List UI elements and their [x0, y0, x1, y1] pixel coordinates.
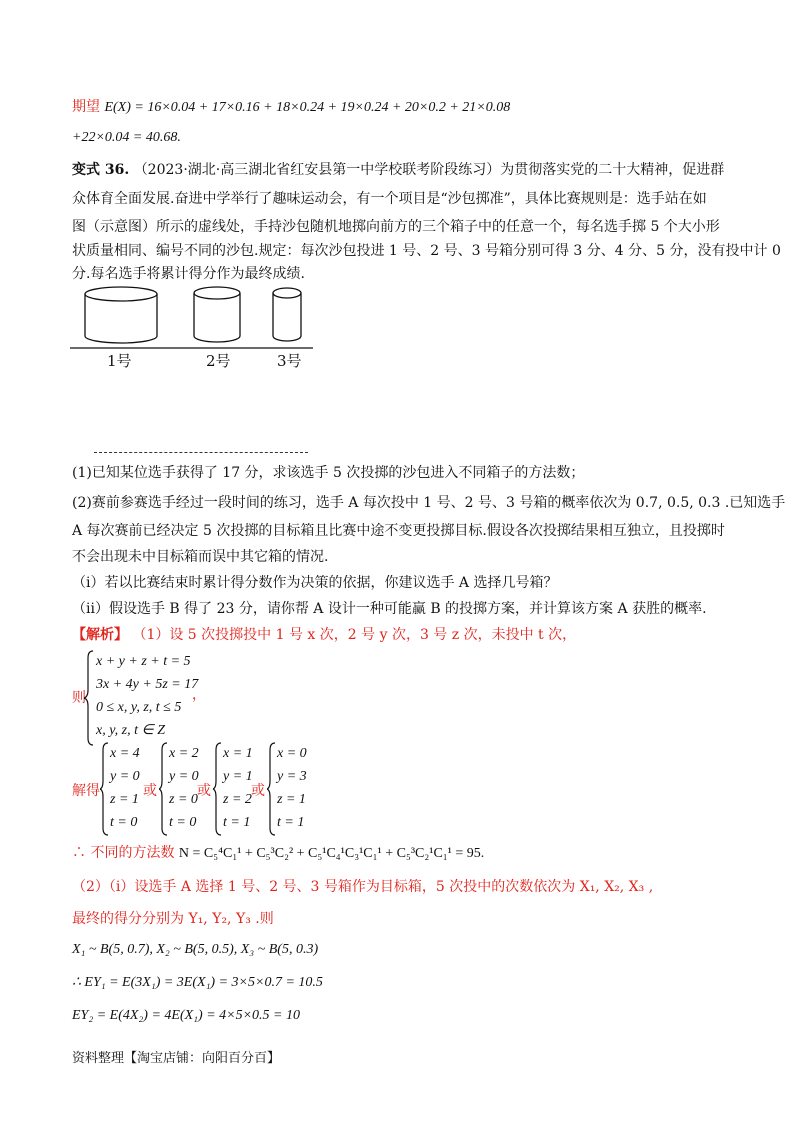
question-2-line-2: A 每次赛前已经决定 5 次投掷的目标箱且比赛中途不变更投掷目标.假设各次投掷结果相互独立，且投掷时 — [72, 523, 725, 539]
solution-row: y = 0 — [110, 769, 140, 784]
solution-row: y = 0 — [169, 769, 199, 784]
distribution-line: X₁ ~ B(5, 0.7), X₂ ~ B(5, 0.5), X₃ ~ B(5, 0.3) — [72, 942, 319, 957]
solution-set-4 — [277, 742, 307, 834]
solution-set-1 — [110, 742, 140, 834]
footer-source: 资料整理【淘宝店铺：向阳百分百】 — [72, 1051, 281, 1066]
solution-row: x = 4 — [110, 746, 140, 761]
problem-line-5: 分.每名选手将累计得分作为最终成绩. — [72, 266, 305, 282]
box-1-label: 1号 — [107, 352, 132, 370]
part2-line-2: 最终的得分分别为 Y₁, Y₂, Y₃ .则 — [72, 911, 274, 927]
solution-set-2 — [169, 742, 199, 834]
equation-row: 3x + 4y + 5z = 17 — [96, 677, 199, 692]
solution-row: x = 0 — [277, 746, 307, 761]
expectation-formula: E(X) = 16×0.04 + 17×0.16 + 18×0.24 + 19×0.24 + 20×0.2 + 21×0.08 — [104, 100, 511, 115]
problem-text-1: （2023·湖北·高三湖北省红安县第一中学校联考阶段练习）为贯彻落实党的二十大精神，促进群 — [133, 162, 725, 178]
solution-row: x = 1 — [223, 746, 253, 761]
or-label-2: 或 — [197, 783, 211, 799]
solution-row: z = 0 — [169, 792, 198, 807]
solution-row: t = 0 — [110, 815, 138, 830]
then-label: 则 — [72, 690, 86, 706]
count-line — [72, 843, 484, 864]
box-1-cylinder — [85, 287, 157, 343]
solution-row: z = 1 — [110, 792, 139, 807]
question-2-line-3: 不会出现未中目标箱而误中其它箱的情况. — [72, 549, 329, 565]
system-comma: ， — [192, 687, 206, 703]
solution-brace-2 — [159, 742, 168, 836]
box-2-cylinder — [194, 287, 240, 342]
solution-row: y = 1 — [223, 769, 253, 784]
problem-line-3: 图（示意图）所示的虚线处，手持沙包随机地掷向前方的三个箱子中的任意一个，每名选手掷 5 个大小形 — [72, 219, 720, 235]
question-2-i: （i）若以比赛结束时累计得分数作为决策的依据，你建议选手 A 选择几号箱？ — [72, 575, 558, 591]
question-1: (1)已知某位选手获得了 17 分，求该选手 5 次投掷的沙包进入不同箱子的方法数； — [72, 465, 585, 481]
problem-heading: 变式 36. — [72, 162, 130, 178]
equation-row: x, y, z, t ∈ Z — [96, 723, 165, 738]
problem-line-4: 状质量相同、编号不同的沙包.规定：每次沙包投进 1 号、2 号、3 号箱分别可得 3 分、4 分、5 分，没有投中计 0 — [72, 243, 781, 259]
part2-line-1: （2）（i）设选手 A 选择 1 号、2 号、3 号箱作为目标箱，5 次投中的次数依次为 X₁, X₂, X₃ , — [72, 879, 654, 895]
box-3-cylinder — [273, 288, 301, 341]
solution-row: y = 3 — [277, 769, 307, 784]
or-label-3: 或 — [251, 783, 265, 799]
solution-row: x = 2 — [169, 746, 199, 761]
count-prefix: ∴ 不同的方法数 — [72, 845, 175, 861]
solution-brace-1 — [100, 742, 109, 836]
solution-intro-text: （1）设 5 次投掷投中 1 号 x 次，2 号 y 次，3 号 z 次，未投中 t 次， — [132, 627, 577, 643]
or-label-1: 或 — [143, 783, 157, 799]
question-2-line-1: (2)赛前参赛选手经过一段时间的练习，选手 A 每次投中 1 号、2 号、3 号箱的概率依次为 0.7, 0.5, 0.3 .已知选手 — [72, 495, 786, 511]
expectation-line-1 — [72, 97, 510, 118]
solution-tag: 【解析】 — [72, 627, 128, 643]
equation-row: 0 ≤ x, y, z, t ≤ 5 — [96, 700, 182, 715]
solution-row: z = 1 — [277, 792, 306, 807]
dashed-separator — [94, 452, 308, 453]
box-3-label: 3号 — [277, 352, 302, 370]
expectation-label: 期望 — [72, 99, 100, 115]
solution-brace-4 — [267, 742, 276, 836]
solution-set-3 — [223, 742, 253, 834]
solution-row: t = 1 — [223, 815, 251, 830]
box-2-label: 2号 — [206, 352, 231, 370]
solution-brace-3 — [213, 742, 222, 836]
equation-row: x + y + z + t = 5 — [96, 654, 191, 669]
solve-label: 解得 — [72, 783, 100, 799]
ey2-line: EY₂ = E(4X₂) = 4E(X₁) = 4×5×0.5 = 10 — [72, 1008, 300, 1023]
question-2-ii: （ii）假设选手 B 得了 23 分，请你帮 A 设计一种可能赢 B 的投掷方案，并计算该方案 A 获胜的概率. — [72, 601, 707, 617]
equation-system — [96, 650, 198, 742]
expectation-line-2: +22×0.04 = 40.68. — [72, 130, 181, 145]
problem-line-2: 众体育全面发展.奋进中学举行了趣味运动会，有一个项目是“沙包掷准”，具体比赛规则是：选手站在如 — [72, 191, 707, 207]
solution-row: t = 0 — [169, 815, 197, 830]
solution-row: z = 2 — [223, 792, 252, 807]
problem-line-1 — [72, 160, 724, 180]
solution-row: t = 1 — [277, 815, 305, 830]
ey1-line: ∴ EY₁ = E(3X₁) = 3E(X₁) = 3×5×0.7 = 10.5 — [72, 975, 323, 990]
count-formula: N = C₅⁴C₁¹ + C₅³C₂² + C₅¹C₄¹C₃¹C₁¹ + C₅³C₂¹C₁¹ = 95. — [178, 846, 485, 861]
solution-intro — [72, 625, 576, 645]
system-brace — [84, 650, 94, 746]
